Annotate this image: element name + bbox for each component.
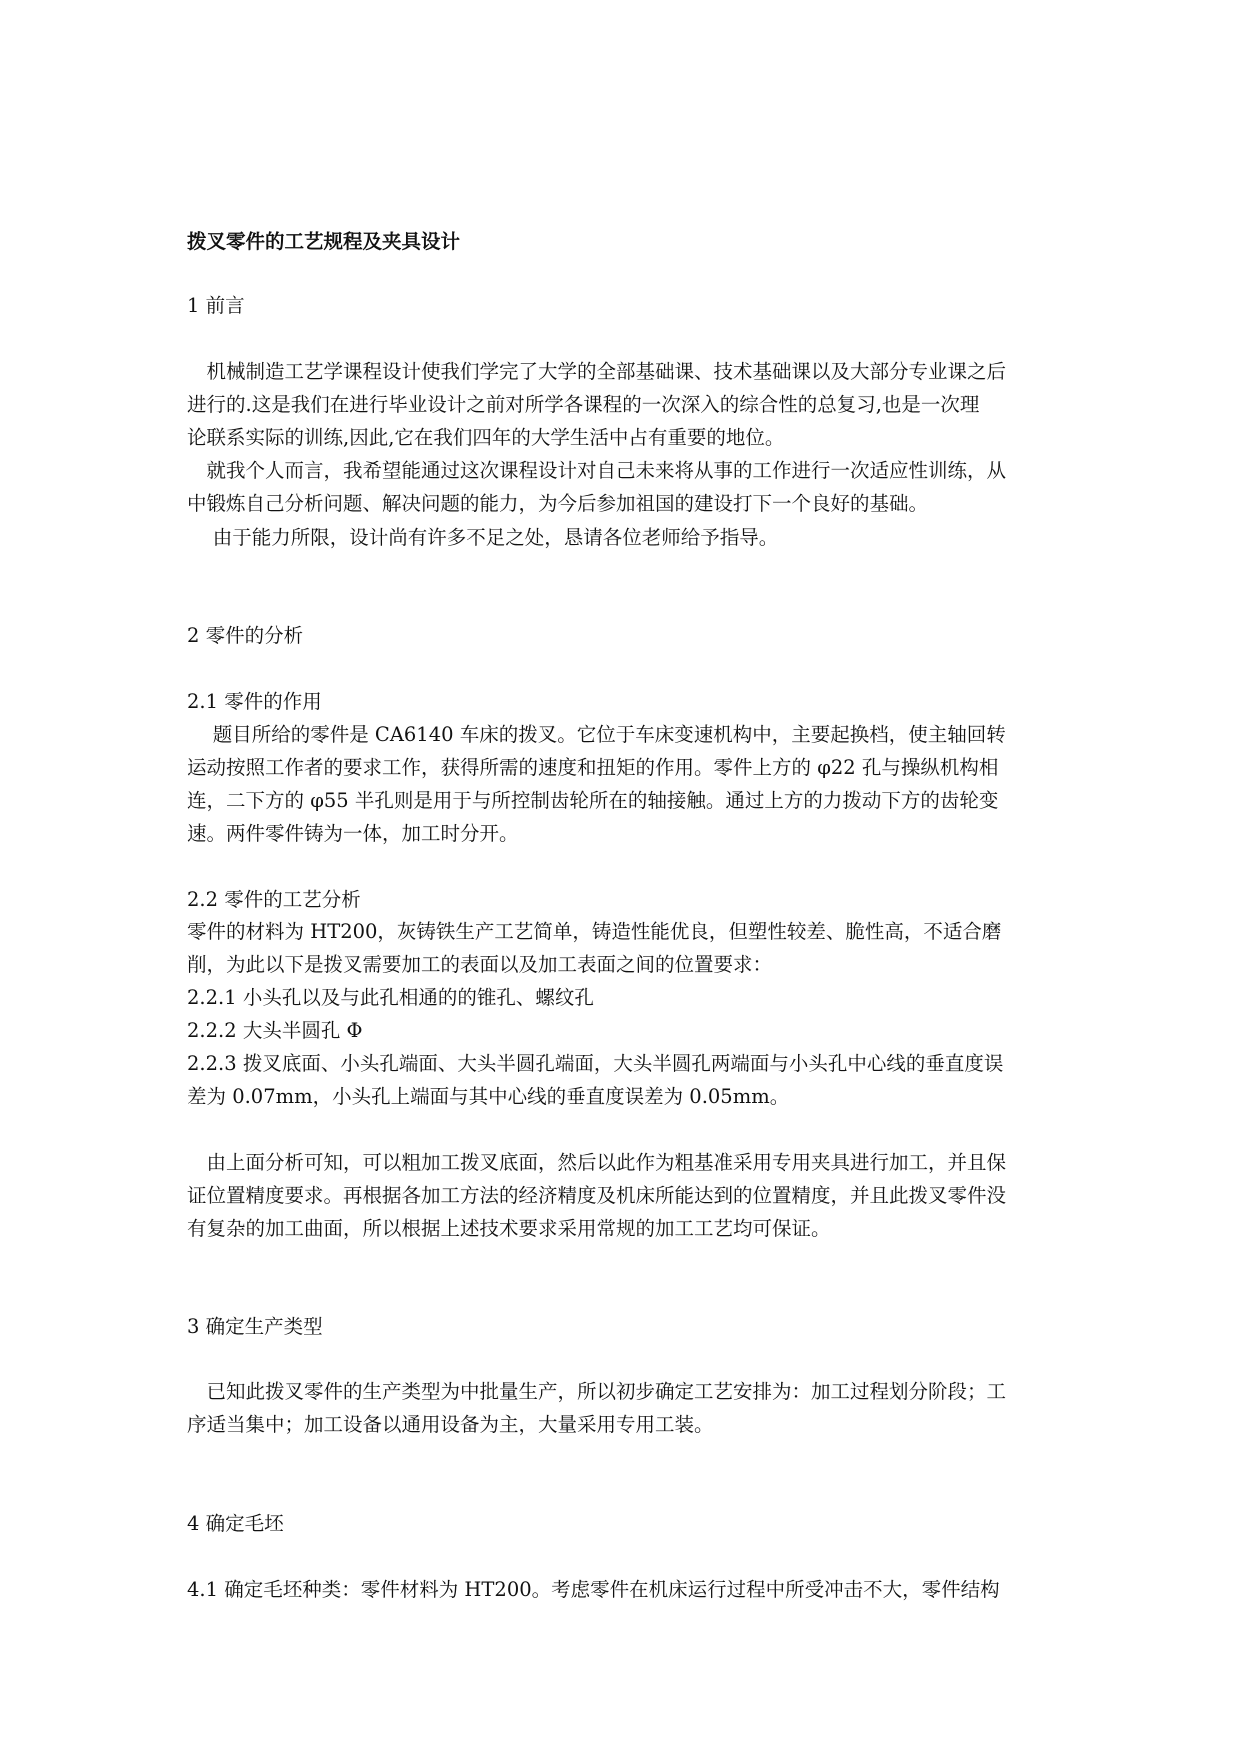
paragraph-line: 零件的材料为 HT200，灰铸铁生产工艺简单，铸造性能优良，但塑性较差、脆性高，不适合磨 [187, 920, 1002, 943]
paragraph-line: 由上面分析可知，可以粗加工拨叉底面，然后以此作为粗基准采用专用夹具进行加工，并且保 [187, 1151, 1007, 1174]
subsection-heading-2-1: 2.1 零件的作用 [187, 690, 322, 713]
paragraph-line: 就我个人而言，我希望能通过这次课程设计对自己未来将从事的工作进行一次适应性训练，从 [187, 459, 1007, 482]
list-item: 2.2.3 拨叉底面、小头孔端面、大头半圆孔端面，大头半圆孔两端面与小头孔中心线的垂直度误 [187, 1052, 1004, 1075]
paragraph-line: 论联系实际的训练,因此,它在我们四年的大学生活中占有重要的地位。 [187, 426, 785, 449]
paragraph-line: 序适当集中；加工设备以通用设备为主，大量采用专用工装。 [187, 1413, 714, 1436]
paragraph-line: 题目所给的零件是 CA6140 车床的拨叉。它位于车床变速机构中，主要起换档，使主轴回转 [187, 723, 1006, 746]
paragraph-line: 连，二下方的 φ55 半孔则是用于与所控制齿轮所在的轴接触。通过上方的力拨动下方的齿轮变 [187, 789, 999, 812]
document-page [187, 0, 1057, 1754]
paragraph-line: 削，为此以下是拨叉需要加工的表面以及加工表面之间的位置要求： [187, 953, 773, 976]
paragraph-line: 进行的.这是我们在进行毕业设计之前对所学各课程的一次深入的综合性的总复习,也是一次理 [187, 393, 980, 416]
paragraph-line: 差为 0.07mm，小头孔上端面与其中心线的垂直度误差为 0.05mm。 [187, 1085, 790, 1108]
paragraph-line: 运动按照工作者的要求工作，获得所需的速度和扭矩的作用。零件上方的 φ22 孔与操纵机构相 [187, 756, 999, 779]
paragraph-line: 有复杂的加工曲面，所以根据上述技术要求采用常规的加工工艺均可保证。 [187, 1217, 831, 1240]
subsection-heading-2-2: 2.2 零件的工艺分析 [187, 888, 361, 911]
list-item: 2.2.2 大头半圆孔 Φ [187, 1019, 363, 1042]
section-heading-4: 4 确定毛坯 [187, 1512, 284, 1535]
section-heading-2: 2 零件的分析 [187, 624, 304, 647]
paragraph-line: 中锻炼自己分析问题、解决问题的能力，为今后参加祖国的建设打下一个良好的基础。 [187, 492, 929, 515]
document-title: 拨叉零件的工艺规程及夹具设计 [187, 230, 461, 253]
paragraph-line: 已知此拨叉零件的生产类型为中批量生产，所以初步确定工艺安排为：加工过程划分阶段；工 [187, 1380, 1007, 1403]
list-item: 2.2.1 小头孔以及与此孔相通的的锥孔、螺纹孔 [187, 986, 594, 1009]
paragraph-line: 速。两件零件铸为一体，加工时分开。 [187, 822, 519, 845]
paragraph-line: 证位置精度要求。再根据各加工方法的经济精度及机床所能达到的位置精度，并且此拨叉零件没 [187, 1184, 1007, 1207]
paragraph-line: 4.1 确定毛坯种类：零件材料为 HT200。考虑零件在机床运行过程中所受冲击不大，零件结构 [187, 1578, 1000, 1601]
section-heading-1: 1 前言 [187, 294, 245, 317]
paragraph-line: 机械制造工艺学课程设计使我们学完了大学的全部基础课、技术基础课以及大部分专业课之后 [187, 360, 1007, 383]
paragraph-line: 由于能力所限，设计尚有许多不足之处，恳请各位老师给予指导。 [187, 526, 779, 549]
section-heading-3: 3 确定生产类型 [187, 1315, 323, 1338]
